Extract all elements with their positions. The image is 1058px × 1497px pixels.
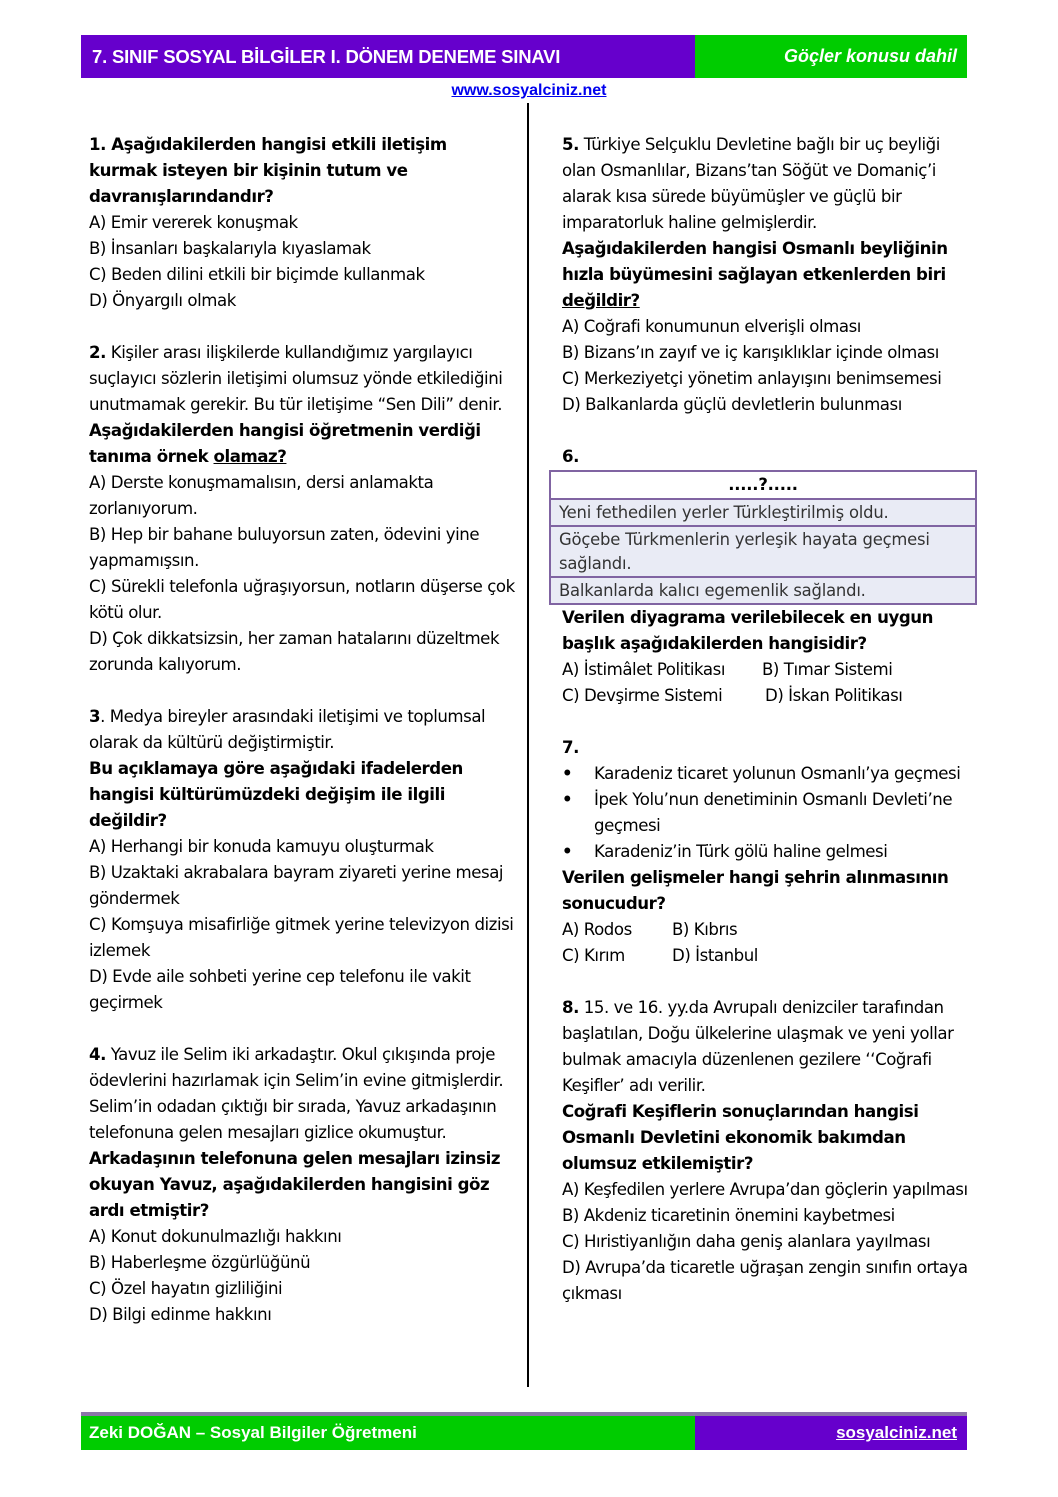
option-b[interactable]: B) Kıbrıs [672, 920, 738, 939]
question-text: Türkiye Selçuklu Devletine bağlı bir uç beyliği olan Osmanlılar, Bizans’tan Söğüt ve Domaniç’i alarak kısa sürede büyümüşler ve güçlü bir imparatorluk haline gelmişlerdir. [562, 135, 940, 232]
option-d[interactable]: D) Balkanlarda güçlü devletlerin bulunması [562, 395, 902, 414]
question-stem: Verilen gelişmeler hangi şehrin alınmasının sonucudur? [562, 868, 949, 913]
option-a[interactable]: A) Coğrafi konumunun elverişli olması [562, 317, 861, 336]
option-d[interactable]: D) Önyargılı olmak [89, 291, 236, 310]
exam-title: 7. SINIF SOSYAL BİLGİLER I. DÖNEM DENEME SINAVI [81, 35, 695, 78]
option-c[interactable]: C) Komşuya misafirliğe gitmek yerine televizyon dizisi izlemek [89, 915, 514, 960]
question-text: Kişiler arası ilişkilerde kullandığımız yargılayıcı suçlayıcı sözlerin iletişimi olumsuz yönde etkilediğini unutmamak gerekir. Bu tür iletişime “Sen Dili” denir. [89, 343, 503, 414]
option-d[interactable]: D) Evde aile sohbeti yerine cep telefonu ile vakit geçirmek [89, 967, 471, 1012]
question-number: 3 [89, 707, 101, 726]
question-5 [562, 132, 977, 418]
option-c[interactable]: C) Beden dilini etkili bir biçimde kullanmak [89, 265, 425, 284]
question-text: Yavuz ile Selim iki arkadaştır. Okul çıkışında proje ödevlerini hazırlamak için Selim’in evine gitmişlerdir. Selim’in odadan çıktığı bir sırada, Yavuz arkadaşının telefonuna gelen mesajları gizlice okumuştur. [89, 1045, 504, 1142]
option-d[interactable]: D) İstanbul [672, 946, 758, 965]
option-d[interactable]: D) Bilgi edinme hakkını [89, 1305, 272, 1324]
question-stem-emphasis: olamaz? [213, 447, 287, 466]
diagram-table-header: .....?..... [551, 472, 975, 500]
question-4 [89, 1042, 519, 1328]
option-b[interactable]: B) Haberleşme özgürlüğünü [89, 1253, 311, 1272]
column-divider [527, 103, 529, 1387]
page-header [81, 35, 967, 78]
option-a[interactable]: A) Herhangi bir konuda kamuyu oluşturmak [89, 837, 434, 856]
question-3 [89, 704, 519, 1016]
bullet-item: • Karadeniz ticaret yolunun Osmanlı’ya geçmesi [562, 761, 977, 787]
question-number: 5. [562, 135, 579, 154]
option-d[interactable]: D) Çok dikkatsizsin, her zaman hatalarını düzeltmek zorunda kalıyorum. [89, 629, 500, 674]
right-column [559, 132, 977, 1333]
diagram-table-row: Göçebe Türkmenlerin yerleşik hayata geçmesi sağlandı. [551, 527, 975, 578]
question-stem: Aşağıdakilerden hangisi öğretmenin verdiği tanıma örnek [89, 421, 481, 466]
bullet-list [562, 761, 977, 865]
option-b[interactable]: B) Akdeniz ticaretinin önemini kaybetmesi [562, 1206, 895, 1225]
option-d[interactable]: D) İskan Politikası [765, 686, 903, 705]
author-credit: Zeki DOĞAN – Sosyal Bilgiler Öğretmeni [81, 1416, 695, 1450]
page-footer [81, 1412, 967, 1450]
option-b[interactable]: B) İnsanları başkalarıyla kıyaslamak [89, 239, 371, 258]
option-d[interactable]: D) Avrupa’da ticaretle uğraşan zengin sınıfın ortaya çıkması [562, 1258, 968, 1303]
site-link[interactable]: www.sosyalciniz.net [451, 82, 607, 99]
option-a[interactable]: A) Derste konuşmamalısın, dersi anlamakta zorlanıyorum. [89, 473, 434, 518]
question-number: 6. [562, 447, 579, 466]
option-c[interactable]: C) Devşirme Sistemi [562, 686, 723, 705]
question-2 [89, 340, 519, 678]
question-stem-emphasis: değildir? [562, 291, 640, 310]
option-b[interactable]: B) Bizans’ın zayıf ve iç karışıklıklar içinde olması [562, 343, 939, 362]
question-number: 1. [89, 135, 106, 154]
question-text: . Medya bireyler arasındaki iletişimi ve toplumsal olarak da kültürü değiştirmiştir. [89, 707, 486, 752]
option-b[interactable]: B) Tımar Sistemi [762, 660, 893, 679]
question-number: 4. [89, 1045, 106, 1064]
option-a[interactable]: A) Keşfedilen yerlere Avrupa’dan göçlerin yapılması [562, 1180, 968, 1199]
question-stem: Aşağıdakilerden hangisi Osmanlı beyliğinin hızla büyümesini sağlayan etkenlerden biri [562, 239, 948, 284]
option-c[interactable]: C) Merkeziyetçi yönetim anlayışını benimsemesi [562, 369, 942, 388]
question-number: 7. [562, 738, 579, 757]
option-b[interactable]: B) Hep bir bahane buluyorsun zaten, ödevini yine yapmamışsın. [89, 525, 480, 570]
question-7 [562, 735, 977, 969]
option-b[interactable]: B) Uzaktaki akrabalara bayram ziyareti yerine mesaj göndermek [89, 863, 504, 908]
option-c[interactable]: C) Hıristiyanlığın daha geniş alanlara yayılması [562, 1232, 931, 1251]
diagram-table [549, 470, 977, 605]
option-a[interactable]: A) Konut dokunulmazlığı hakkını [89, 1227, 342, 1246]
question-stem: Verilen diyagrama verilebilecek en uygun başlık aşağıdakilerden hangisidir? [562, 608, 933, 653]
question-6 [559, 444, 977, 709]
question-stem: Aşağıdakilerden hangisi etkili iletişim kurmak isteyen bir kişinin tutum ve davranışlarındandır? [89, 135, 447, 206]
option-c[interactable]: C) Kırım [562, 946, 625, 965]
question-stem: Arkadaşının telefonuna gelen mesajları izinsiz okuyan Yavuz, aşağıdakilerden hangisini göz ardı etmiştir? [89, 1149, 501, 1220]
question-8 [562, 995, 977, 1307]
bullet-item: • Karadeniz’in Türk gölü haline gelmesi [562, 839, 977, 865]
bullet-item: • İpek Yolu’nun denetiminin Osmanlı Devleti’ne geçmesi [562, 787, 977, 839]
question-number: 2. [89, 343, 106, 362]
left-column [89, 132, 519, 1354]
question-stem: Coğrafi Keşiflerin sonuçlarından hangisi Osmanlı Devletini ekonomik bakımdan olumsuz etkilemiştir? [562, 1102, 919, 1173]
exam-subtitle: Göçler konusu dahil [695, 35, 967, 78]
option-a[interactable]: A) İstimâlet Politikası [562, 660, 725, 679]
option-c[interactable]: C) Özel hayatın gizliliğini [89, 1279, 283, 1298]
question-text: 15. ve 16. yy.da Avrupalı denizciler tarafından başlatılan, Doğu ülkelerine ulaşmak ve yeni yollar bulmak amacıyla düzenlenen gezilere ‘‘Coğrafi Keşifler’ adı verilir. [562, 998, 954, 1095]
option-c[interactable]: C) Sürekli telefonla uğraşıyorsun, notların düşerse çok kötü olur. [89, 577, 515, 622]
question-stem: Bu açıklamaya göre aşağıdaki ifadelerden hangisi kültürümüzdeki değişim ile ilgili değildir? [89, 759, 463, 830]
diagram-table-row: Balkanlarda kalıcı egemenlik sağlandı. [551, 578, 975, 603]
question-1 [89, 132, 519, 314]
diagram-table-row: Yeni fethedilen yerler Türkleştirilmiş oldu. [551, 500, 975, 527]
option-a[interactable]: A) Rodos [562, 920, 632, 939]
question-number: 8. [562, 998, 579, 1017]
footer-site-link[interactable]: sosyalciniz.net [695, 1416, 967, 1450]
option-a[interactable]: A) Emir vererek konuşmak [89, 213, 298, 232]
